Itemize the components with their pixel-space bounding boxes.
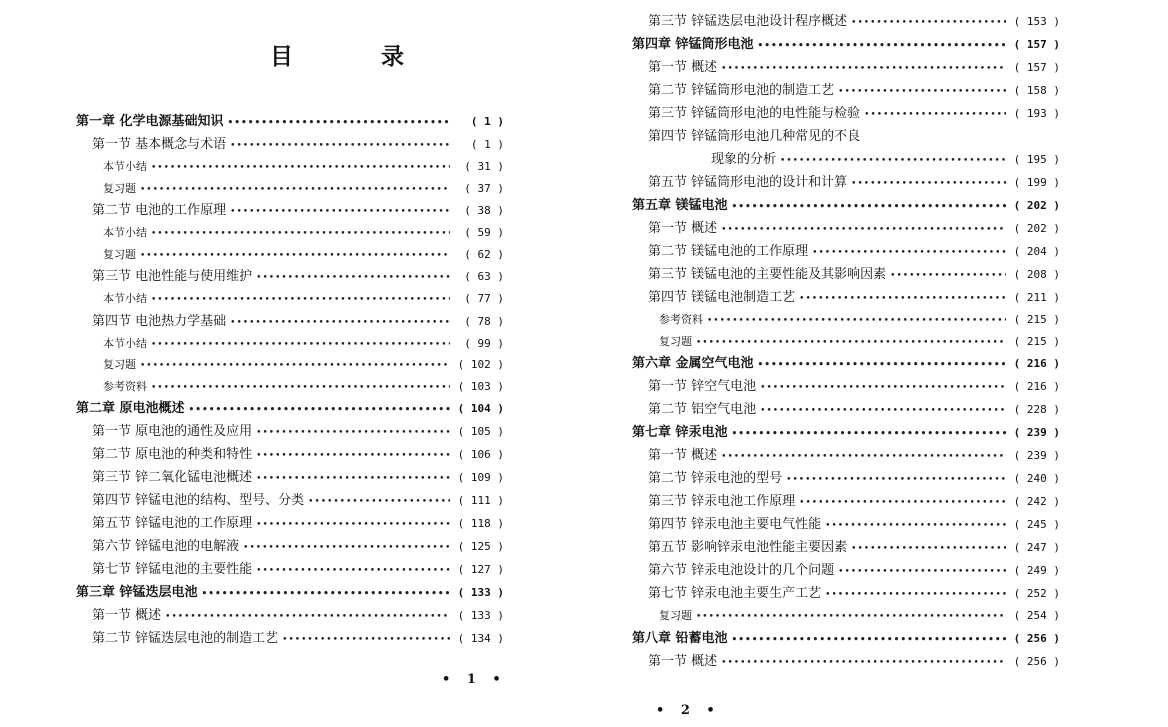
toc-section-entry[interactable] [632, 286, 1060, 309]
entry-page-number: ( 37 ) [464, 181, 504, 195]
entry-page-number: ( 77 ) [464, 292, 504, 305]
entry-title: 第二章 原电池概述 [76, 401, 185, 416]
dot-leader [202, 583, 450, 606]
dot-leader [760, 377, 1006, 400]
toc-section-entry[interactable] [76, 354, 504, 376]
entry-title: 第三节 镁锰电池的主要性能及其影响因素 [648, 267, 887, 282]
toc-section-entry[interactable] [632, 102, 1060, 125]
entry-page-number: ( 38 ) [464, 204, 504, 217]
dot-leader [890, 265, 1006, 288]
entry-page-number: ( 111 ) [457, 494, 504, 507]
dot-leader [851, 538, 1006, 561]
toc-section-entry[interactable] [632, 171, 1060, 194]
entry-page-number: ( 215 ) [1013, 334, 1060, 348]
entry-title: 第七节 锌锰电池的主要性能 [92, 562, 253, 577]
toc-section-entry[interactable] [76, 222, 504, 244]
entry-title: 第三节 锌锰迭层电池设计程序概述 [648, 14, 848, 29]
entry-title: 第二节 锌锰筒形电池的制造工艺 [648, 83, 835, 98]
toc-section-entry[interactable] [632, 79, 1060, 102]
toc-chapter-entry[interactable] [76, 110, 504, 133]
dot-leader [721, 652, 1006, 675]
entry-page-number: ( 104 ) [457, 402, 504, 415]
toc-list-left [76, 110, 504, 650]
toc-section-entry[interactable] [76, 512, 504, 535]
entry-title: 第一节 概述 [648, 653, 718, 669]
dot-leader [282, 629, 450, 652]
entry-title: 第二节 锌锰迭层电池的制造工艺 [92, 631, 279, 646]
dot-leader [256, 514, 450, 537]
entry-page-number: ( 157 ) [1013, 61, 1060, 74]
entry-title: 第四节 锌锰电池的结构、型号、分类 [92, 493, 305, 508]
entry-page-number: ( 78 ) [464, 314, 504, 328]
entry-page-number: ( 109 ) [457, 471, 504, 484]
toc-section-entry[interactable] [76, 558, 504, 581]
entry-title: 第四节 镁锰电池制造工艺 [648, 290, 796, 305]
toc-section-entry[interactable] [76, 535, 504, 558]
entry-page-number: ( 216 ) [1013, 357, 1060, 370]
toc-section-entry[interactable] [76, 443, 504, 466]
toc-section-entry[interactable] [76, 265, 504, 288]
entry-title: 第三节 锌二氧化锰电池概述 [92, 470, 253, 485]
entry-title: 第一节 概述 [92, 608, 162, 623]
toc-section-entry[interactable] [632, 148, 1060, 171]
entry-title: 第六章 金属空气电池 [632, 356, 754, 371]
entry-title: 第六节 锌汞电池设计的几个问题 [648, 563, 835, 578]
toc-section-entry[interactable] [76, 420, 504, 443]
entry-title: 第二节 原电池的种类和特性 [92, 447, 253, 462]
entry-title: 第四章 锌锰筒形电池 [632, 37, 754, 52]
entry-title: 参考资料 [659, 313, 703, 326]
entry-title: 第三节 锌汞电池工作原理 [648, 494, 796, 509]
dot-leader [140, 356, 450, 378]
toc-section-entry[interactable] [76, 156, 504, 178]
entry-title: 第四节 锌汞电池主要电气性能 [648, 517, 822, 532]
dot-leader [799, 492, 1006, 515]
dot-leader [825, 515, 1006, 538]
entry-title: 第一节 锌空气电池 [648, 379, 757, 394]
toc-section-entry[interactable] [76, 627, 504, 650]
entry-page-number: ( 202 ) [1013, 199, 1060, 212]
entry-page-number: ( 118 ) [457, 517, 504, 530]
toc-section-entry[interactable] [76, 133, 504, 156]
toc-section-entry[interactable] [76, 604, 504, 627]
dot-leader [696, 333, 1006, 355]
entry-page-number: ( 249 ) [1013, 564, 1060, 577]
toc-section-entry[interactable] [632, 398, 1060, 421]
toc-section-entry[interactable] [76, 333, 504, 355]
dot-leader [151, 224, 450, 246]
toc-section-entry[interactable] [632, 444, 1060, 467]
dot-leader [165, 606, 450, 629]
toc-chapter-entry[interactable] [632, 352, 1060, 375]
toc-section-entry[interactable] [632, 559, 1060, 582]
toc-chapter-entry[interactable] [632, 627, 1060, 650]
dot-leader [721, 219, 1006, 242]
toc-chapter-entry[interactable] [76, 397, 504, 420]
toc-list-right [632, 10, 1060, 673]
dot-leader [838, 561, 1006, 584]
entry-title: 第五节 锌锰筒形电池的设计和计算 [648, 175, 848, 190]
dot-leader [812, 242, 1006, 265]
dot-leader [864, 104, 1006, 127]
entry-page-number: ( 127 ) [457, 563, 504, 576]
dot-leader [838, 81, 1006, 104]
entry-title: 现象的分析 [711, 152, 777, 167]
entry-title: 第二节 铝空气电池 [648, 402, 757, 417]
dot-leader [140, 246, 450, 268]
toc-section-entry[interactable] [76, 199, 504, 222]
dot-leader [256, 445, 450, 468]
toc-section-entry[interactable] [632, 582, 1060, 605]
entry-title: 第二节 电池的工作原理 [92, 203, 227, 218]
entry-page-number: ( 202 ) [1013, 222, 1060, 235]
entry-title: 第四节 锌锰筒形电池几种常见的不良 [648, 129, 861, 144]
dot-leader [189, 399, 450, 422]
entry-title: 复习题 [103, 181, 136, 195]
toc-section-entry[interactable] [76, 178, 504, 200]
dot-leader [732, 423, 1006, 446]
entry-title: 第八章 铅蓄电池 [632, 630, 728, 646]
toc-section-entry[interactable] [632, 263, 1060, 286]
dot-leader [151, 378, 450, 400]
entry-page-number: ( 193 ) [1013, 107, 1060, 120]
toc-section-entry[interactable] [632, 490, 1060, 513]
entry-page-number: ( 195 ) [1013, 153, 1060, 166]
dot-leader [230, 201, 450, 224]
entry-title: 本节小结 [103, 336, 147, 350]
toc-section-entry[interactable] [632, 217, 1060, 240]
dot-leader [786, 469, 1006, 492]
dot-leader [230, 135, 450, 158]
entry-page-number: ( 199 ) [1013, 176, 1060, 189]
entry-title: 复习题 [103, 247, 136, 261]
toc-section-entry[interactable] [632, 56, 1060, 79]
dot-leader [696, 607, 1006, 629]
entry-title: 第五章 镁锰电池 [632, 198, 728, 213]
entry-title: 第三节 电池性能与使用维护 [92, 269, 253, 284]
toc-chapter-entry[interactable] [632, 33, 1060, 56]
entry-title: 第一节 概述 [648, 448, 718, 463]
entry-page-number: ( 31 ) [464, 160, 504, 173]
toc-section-entry[interactable] [632, 650, 1060, 673]
entry-title: 第二节 镁锰电池的工作原理 [648, 244, 809, 259]
entry-page-number: ( 158 ) [1013, 84, 1060, 97]
entry-page-number: ( 239 ) [1013, 426, 1060, 439]
entry-title: 第一节 概述 [648, 221, 718, 236]
toc-section-entry[interactable] [632, 375, 1060, 398]
page-number-left: • 1 • [442, 672, 507, 687]
dot-leader [732, 629, 1006, 652]
toc-section-entry[interactable] [76, 466, 504, 489]
entry-page-number: ( 63 ) [464, 270, 504, 283]
toc-heading: 目 录 [270, 43, 445, 70]
dot-leader [825, 584, 1006, 607]
entry-page-number: ( 245 ) [1013, 518, 1060, 531]
dot-leader [256, 468, 450, 491]
dot-leader [799, 288, 1006, 311]
entry-title: 第一节 基本概念与术语 [92, 137, 227, 152]
entry-page-number: ( 256 ) [1013, 631, 1060, 645]
toc-section-entry[interactable] [632, 467, 1060, 490]
entry-page-number: ( 211 ) [1013, 291, 1060, 304]
entry-title: 第三章 锌锰迭层电池 [76, 585, 198, 600]
dot-leader [228, 112, 450, 135]
entry-page-number: ( 62 ) [464, 247, 504, 261]
toc-section-entry[interactable] [76, 376, 504, 398]
toc-chapter-entry[interactable] [76, 581, 504, 604]
page-number-right: • 2 • [656, 703, 721, 718]
entry-page-number: ( 153 ) [1013, 15, 1060, 28]
dot-leader [851, 12, 1006, 35]
entry-page-number: ( 134 ) [457, 632, 504, 645]
dot-leader [230, 312, 450, 335]
entry-page-number: ( 133 ) [457, 586, 504, 599]
toc-chapter-entry[interactable] [632, 194, 1060, 217]
dot-leader [721, 446, 1006, 469]
entry-page-number: ( 204 ) [1013, 245, 1060, 258]
entry-page-number: ( 239 ) [1013, 449, 1060, 462]
dot-leader [256, 267, 450, 290]
dot-leader [308, 491, 450, 514]
entry-page-number: ( 215 ) [1013, 313, 1060, 326]
dot-leader [140, 180, 450, 202]
toc-section-entry[interactable] [632, 536, 1060, 559]
entry-page-number: ( 103 ) [457, 379, 504, 393]
entry-page-number: ( 1 ) [470, 115, 504, 128]
entry-page-number: ( 256 ) [1013, 654, 1060, 668]
entry-page-number: ( 240 ) [1013, 472, 1060, 485]
toc-section-entry[interactable] [632, 331, 1060, 353]
entry-title: 复习题 [659, 609, 692, 622]
entry-page-number: ( 1 ) [470, 138, 504, 151]
entry-page-number: ( 102 ) [457, 358, 504, 371]
entry-title: 第七节 锌汞电池主要生产工艺 [648, 586, 822, 601]
entry-title: 复习题 [659, 334, 692, 348]
entry-page-number: ( 59 ) [464, 226, 504, 239]
entry-page-number: ( 242 ) [1013, 495, 1060, 508]
entry-title: 第一节 概述 [648, 60, 718, 75]
dot-leader [151, 158, 450, 180]
dot-leader [151, 290, 450, 312]
entry-page-number: ( 208 ) [1013, 268, 1060, 281]
entry-title: 第四节 电池热力学基础 [92, 313, 227, 329]
entry-page-number: ( 133 ) [457, 609, 504, 622]
dot-leader [758, 35, 1006, 58]
entry-page-number: ( 125 ) [457, 540, 504, 553]
entry-page-number: ( 228 ) [1013, 403, 1060, 416]
toc-section-entry[interactable] [632, 513, 1060, 536]
toc-section-entry[interactable] [632, 605, 1060, 627]
toc-section-entry[interactable] [632, 10, 1060, 33]
dot-leader [758, 354, 1006, 377]
dot-leader [732, 196, 1006, 219]
toc-section-entry[interactable] [632, 240, 1060, 263]
entry-title: 第六节 锌锰电池的电解液 [92, 539, 240, 554]
toc-section-entry[interactable] [76, 244, 504, 266]
dot-leader [780, 150, 1006, 173]
entry-title: 第五节 影响锌汞电池性能主要因素 [648, 540, 848, 555]
entry-title: 参考资料 [103, 379, 147, 393]
entry-title: 第一章 化学电源基础知识 [76, 114, 224, 129]
dot-leader [760, 400, 1006, 423]
entry-page-number: ( 254 ) [1013, 609, 1060, 622]
dot-leader [256, 422, 450, 445]
entry-page-number: ( 105 ) [457, 425, 504, 438]
dot-leader [151, 335, 450, 357]
entry-title: 本节小结 [103, 226, 147, 239]
toc-section-entry[interactable] [76, 310, 504, 333]
dot-leader [243, 537, 450, 560]
entry-title: 复习题 [103, 358, 136, 371]
entry-title: 第一节 原电池的通性及应用 [92, 424, 253, 439]
entry-page-number: ( 157 ) [1013, 38, 1060, 51]
entry-title: 第五节 锌锰电池的工作原理 [92, 516, 253, 531]
toc-section-entry[interactable] [632, 309, 1060, 331]
entry-page-number: ( 252 ) [1013, 587, 1060, 600]
toc-section-entry[interactable] [76, 288, 504, 310]
dot-leader [721, 58, 1006, 81]
entry-title: 第七章 锌汞电池 [632, 425, 728, 440]
right-page [584, 0, 1168, 727]
entry-title: 第三节 锌锰筒形电池的电性能与检验 [648, 106, 861, 121]
dot-leader [851, 173, 1006, 196]
toc-section-entry[interactable] [632, 125, 1060, 148]
toc-chapter-entry[interactable] [632, 421, 1060, 444]
entry-page-number: ( 216 ) [1013, 380, 1060, 393]
toc-section-entry[interactable] [76, 489, 504, 512]
dot-leader [707, 311, 1006, 333]
entry-page-number: ( 99 ) [464, 336, 504, 350]
entry-title: 本节小结 [103, 160, 147, 173]
dot-leader [256, 560, 450, 583]
entry-page-number: ( 247 ) [1013, 541, 1060, 554]
entry-title: 本节小结 [103, 292, 147, 305]
entry-page-number: ( 106 ) [457, 448, 504, 461]
entry-title: 第二节 锌汞电池的型号 [648, 471, 783, 486]
